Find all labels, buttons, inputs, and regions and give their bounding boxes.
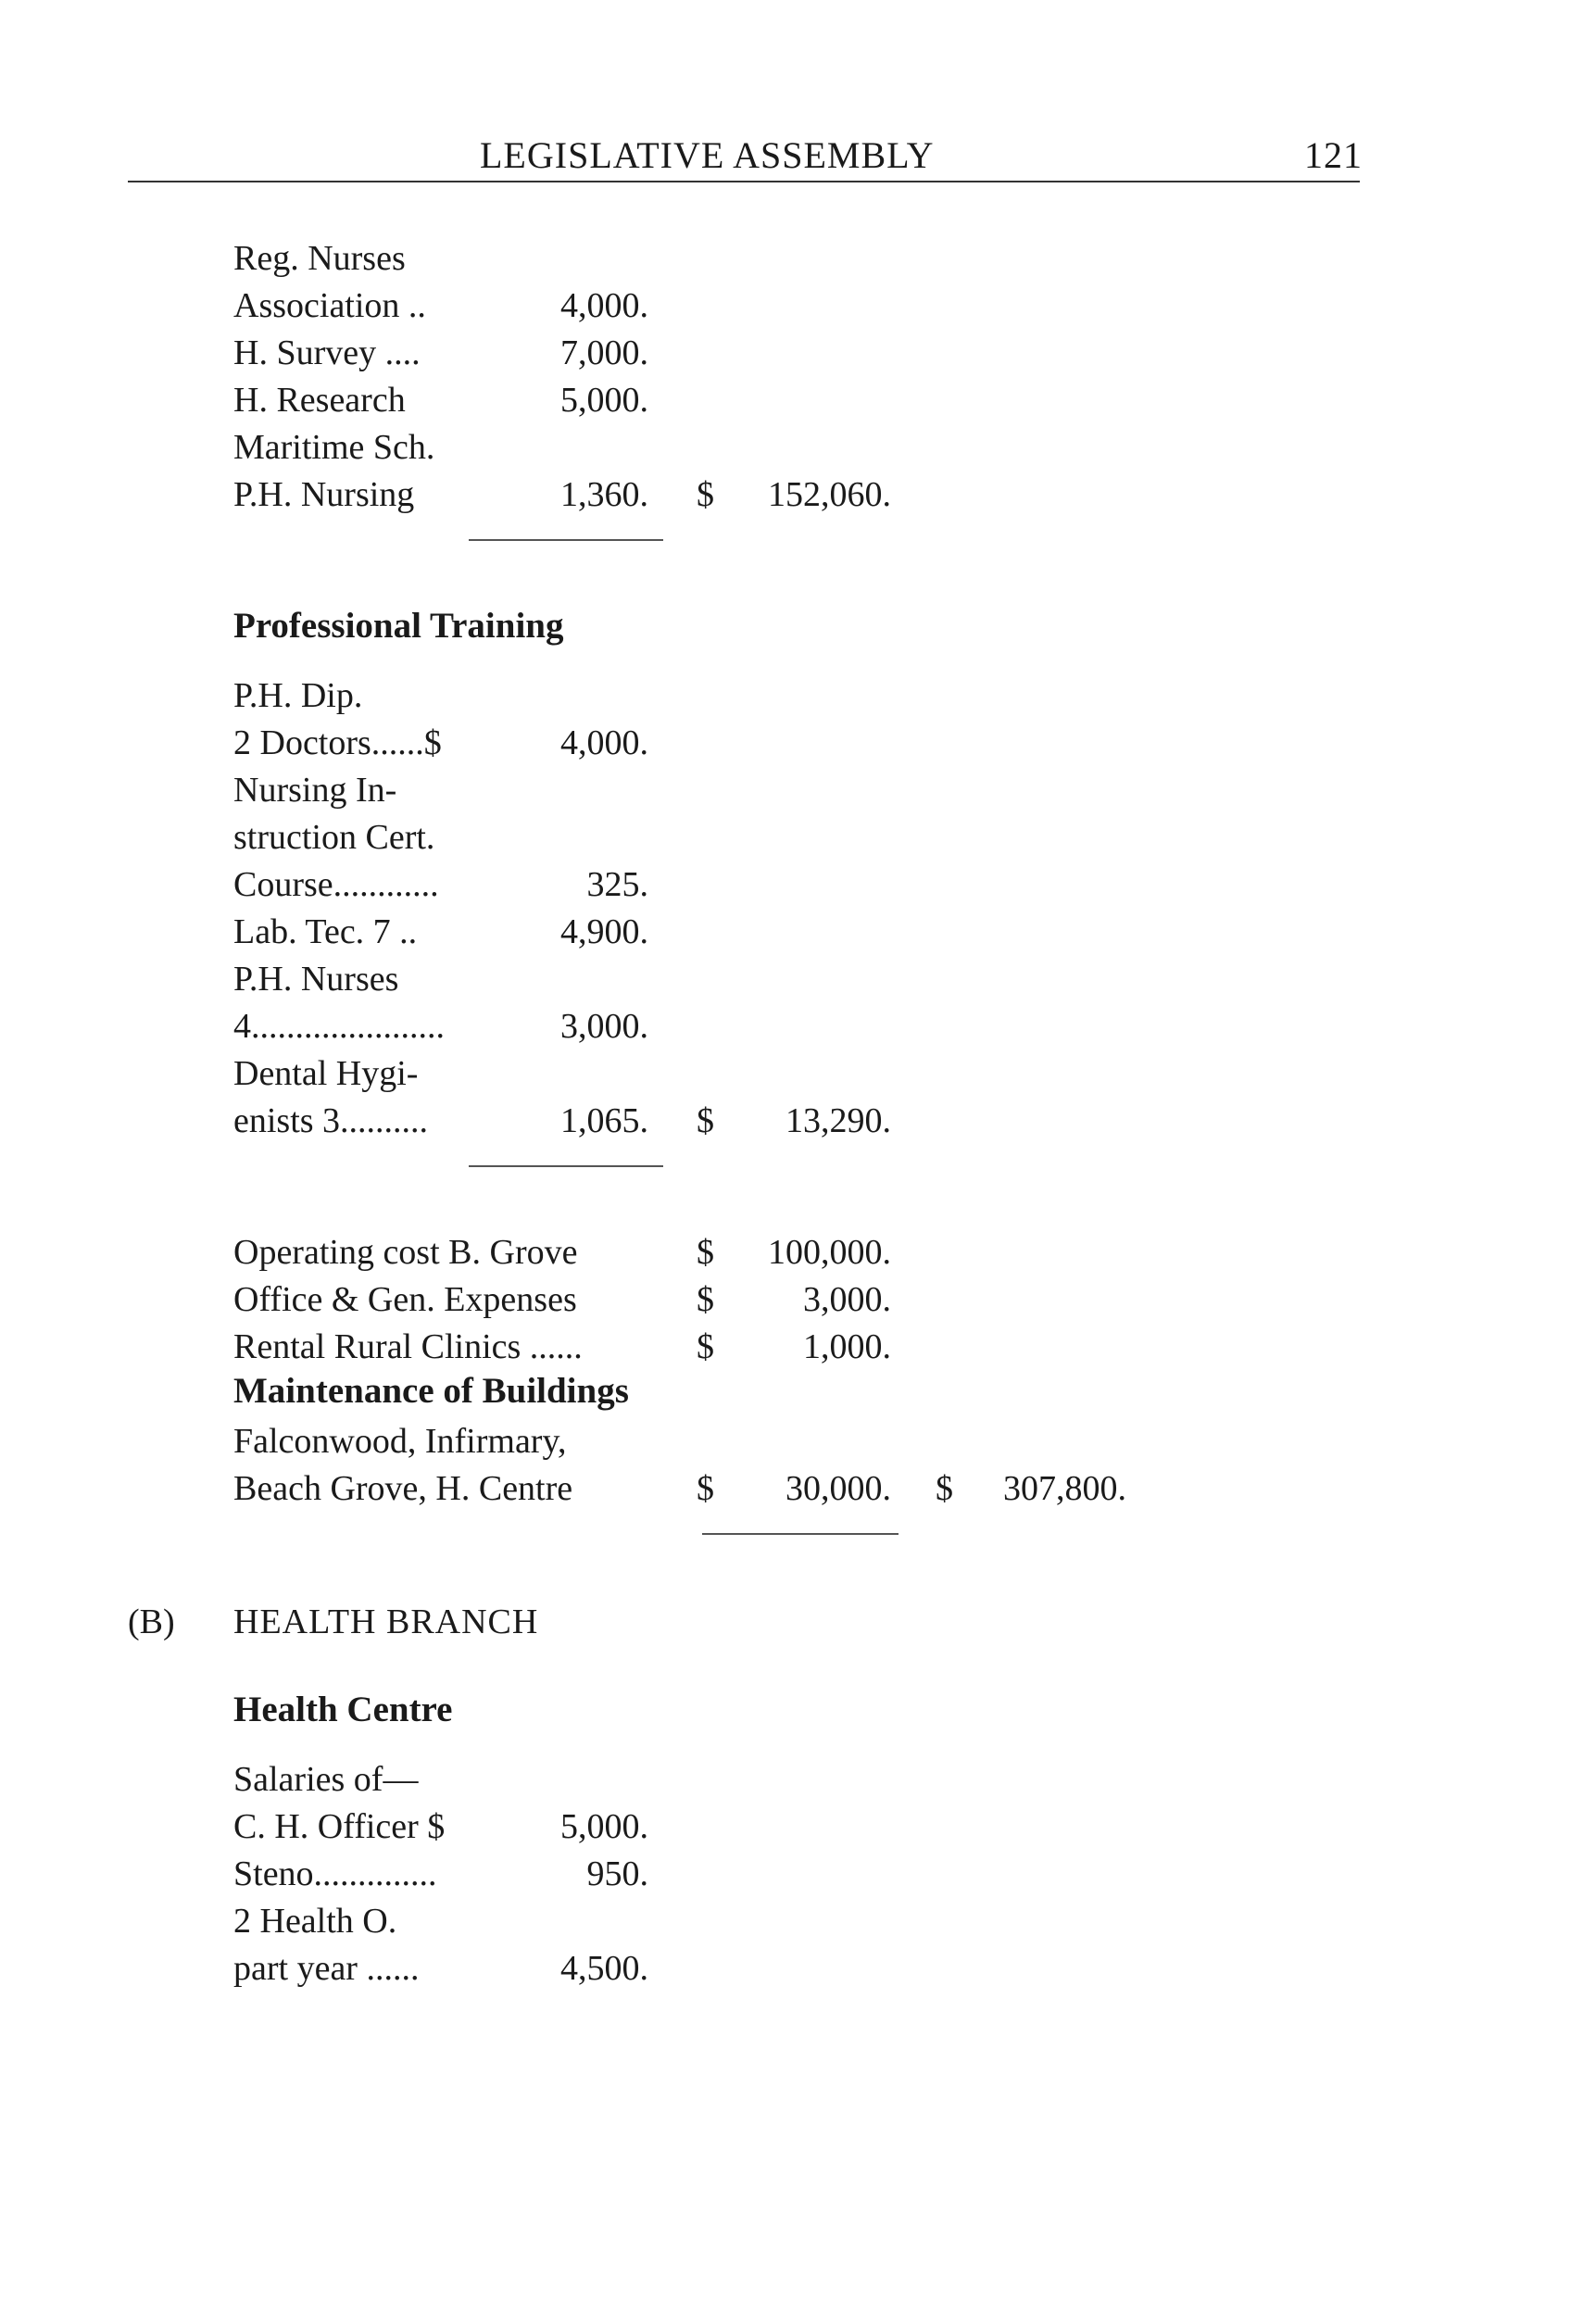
item-label: Nursing In- <box>233 771 397 810</box>
page-number: 121 <box>1304 134 1363 176</box>
item-label: struction Cert. <box>233 818 435 857</box>
item-amount: 950. <box>586 1854 648 1893</box>
section-divider <box>702 1533 899 1535</box>
item-label: Course............ <box>233 865 439 904</box>
item-label: C. H. Officer $ <box>233 1807 446 1846</box>
grand-total-amount: 307,800. <box>1003 1469 1126 1508</box>
item-amount: 1,065. <box>560 1101 648 1140</box>
item-label: Rental Rural Clinics ...... <box>233 1327 583 1366</box>
item-amount: 5,000. <box>560 1807 648 1846</box>
currency-sign: $ <box>697 1469 714 1508</box>
item-amount: 4,900. <box>560 912 648 951</box>
item-label: Association .. <box>233 286 426 325</box>
item-amount: 4,000. <box>560 286 648 325</box>
item-amount: 5,000. <box>560 381 648 420</box>
item-label: Maritime Sch. <box>233 428 435 467</box>
item-amount: 325. <box>586 865 648 904</box>
item-label: part year ...... <box>233 1949 420 1988</box>
item-label: Lab. Tec. 7 .. <box>233 912 418 951</box>
section-heading: Maintenance of Buildings <box>233 1371 629 1411</box>
section-heading: Professional Training <box>233 606 564 646</box>
running-header-title: LEGISLATIVE ASSEMBLY <box>480 134 935 176</box>
subtotal-amount: 152,060. <box>768 475 891 514</box>
item-amount: 100,000. <box>768 1233 891 1272</box>
item-label: Salaries of— <box>233 1760 419 1799</box>
item-amount: 1,360. <box>560 475 648 514</box>
currency-sign: $ <box>697 475 714 514</box>
item-label: 2 Health O. <box>233 1902 397 1941</box>
item-label: Falconwood, Infirmary, <box>233 1422 567 1461</box>
currency-sign: $ <box>936 1469 953 1508</box>
section-marker: (B) <box>128 1602 175 1641</box>
item-label: H. Research <box>233 381 406 420</box>
item-amount: 3,000. <box>803 1280 891 1319</box>
item-label: Operating cost B. Grove <box>233 1233 578 1272</box>
section-divider <box>469 1165 663 1167</box>
item-label: P.H. Nursing <box>233 475 415 514</box>
item-label: P.H. Dip. <box>233 676 363 715</box>
item-label: 2 Doctors......$ <box>233 723 442 762</box>
item-label: Beach Grove, H. Centre <box>233 1469 573 1508</box>
header-rule <box>128 181 1360 182</box>
item-amount: 7,000. <box>560 333 648 372</box>
item-label: Steno.............. <box>233 1854 437 1893</box>
item-label: enists 3.......... <box>233 1101 429 1140</box>
currency-sign: $ <box>697 1280 714 1319</box>
section-title: HEALTH BRANCH <box>233 1602 539 1641</box>
item-label: Dental Hygi- <box>233 1054 419 1093</box>
item-label: H. Survey .... <box>233 333 421 372</box>
item-label: P.H. Nurses <box>233 960 399 999</box>
currency-sign: $ <box>697 1327 714 1366</box>
item-label: Reg. Nurses <box>233 239 406 278</box>
item-amount: 4,000. <box>560 723 648 762</box>
item-label: Office & Gen. Expenses <box>233 1280 577 1319</box>
item-amount: 4,500. <box>560 1949 648 1988</box>
subtotal-amount: 13,290. <box>785 1101 891 1140</box>
item-amount: 3,000. <box>560 1007 648 1046</box>
item-amount: 30,000. <box>785 1469 891 1508</box>
item-amount: 1,000. <box>803 1327 891 1366</box>
currency-sign: $ <box>697 1233 714 1272</box>
section-divider <box>469 539 663 541</box>
subsection-heading: Health Centre <box>233 1690 453 1729</box>
currency-sign: $ <box>697 1101 714 1140</box>
item-label: 4...................... <box>233 1007 445 1046</box>
